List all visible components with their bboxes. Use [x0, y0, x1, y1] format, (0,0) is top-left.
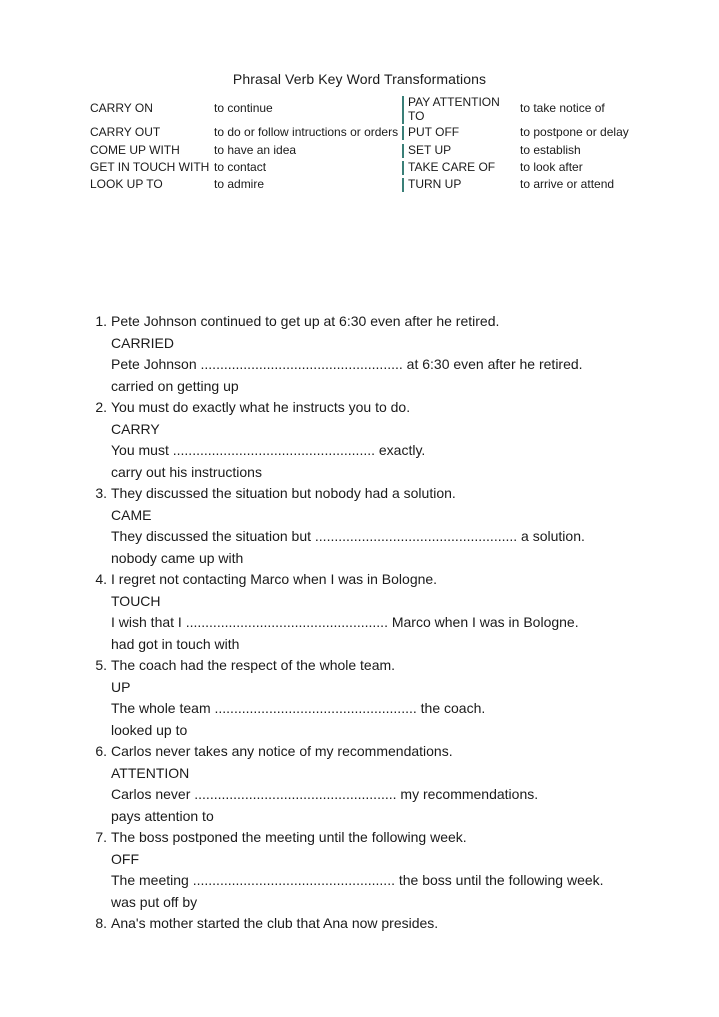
exercise-sentence: You must do exactly what he instructs you to do. — [111, 399, 411, 415]
exercise-keyword: CARRIED — [111, 334, 175, 351]
table-left-verb-1: CARRY ON — [90, 101, 153, 115]
exercise-gapped-sentence: Carlos never .................................................... my recommendations. — [111, 786, 539, 802]
table-left-meaning-1: to continue — [214, 101, 273, 115]
phrasal-verb-table — [0, 0, 719, 200]
table-right-verb-2: PUT OFF — [408, 125, 460, 139]
exercise-keyword: ATTENTION — [111, 764, 190, 781]
table-right-meaning-5: to arrive or attend — [520, 177, 615, 191]
table-right-verb-4: TAKE CARE OF — [408, 160, 496, 174]
exercise-gapped-sentence: The whole team .................................................... the coach. — [111, 700, 486, 716]
exercise-gapped-sentence: You must .................................................... exactly. — [111, 442, 426, 458]
table-right-verb-3: SET UP — [408, 143, 452, 157]
table-left-verb-3: COME UP WITH — [90, 143, 180, 157]
table-left-meaning-2: to do or follow intructions or orders — [214, 125, 399, 139]
exercise-sentence: The boss postponed the meeting until the following week. — [111, 829, 467, 845]
exercise-answer: nobody came up with — [111, 549, 244, 566]
exercise-answer: carry out his instructions — [111, 463, 262, 480]
table-right-meaning-1: to take notice of — [520, 101, 605, 115]
exercise-number: 5. — [95, 657, 107, 673]
exercise-list — [89, 311, 689, 935]
exercise-sentence: Carlos never takes any notice of my recommendations. — [111, 743, 453, 759]
page-title: Phrasal Verb Key Word Transformations — [232, 71, 487, 87]
exercise-keyword: UP — [111, 678, 131, 695]
exercise-answer: pays attention to — [111, 807, 214, 824]
exercise-answer: looked up to — [111, 721, 188, 738]
table-divider-4 — [402, 161, 404, 175]
exercise-item — [89, 311, 689, 397]
exercise-gapped-sentence: I wish that I .................................................... Marco when I was in Bologne. — [111, 614, 579, 630]
exercise-sentence: Ana's mother started the club that Ana now presides. — [111, 915, 439, 931]
table-left-meaning-4: to contact — [214, 160, 267, 174]
exercise-sentence: They discussed the situation but nobody had a solution. — [111, 485, 456, 501]
table-right-meaning-4: to look after — [520, 160, 583, 174]
exercise-item — [89, 741, 689, 827]
table-right-meaning-2: to postpone or delay — [520, 125, 629, 139]
table-left-verb-4: GET IN TOUCH WITH — [90, 160, 210, 174]
table-divider-5 — [402, 178, 404, 192]
exercise-answer: carried on getting up — [111, 377, 239, 394]
exercise-item — [89, 655, 689, 741]
exercise-item — [89, 397, 689, 483]
table-divider-3 — [402, 144, 404, 158]
table-left-verb-2: CARRY OUT — [90, 125, 161, 139]
table-left-meaning-3: to have an idea — [214, 143, 297, 157]
exercise-keyword: CARRY — [111, 420, 160, 437]
exercise-number: 3. — [95, 485, 107, 501]
table-left-verb-5: LOOK UP TO — [90, 177, 163, 191]
table-right-meaning-3: to establish — [520, 143, 581, 157]
exercise-keyword: OFF — [111, 850, 139, 867]
exercise-answer: had got in touch with — [111, 635, 240, 652]
exercise-number: 8. — [95, 915, 107, 931]
exercise-number: 7. — [95, 829, 107, 845]
exercise-answer: was put off by — [111, 893, 198, 910]
exercise-item — [89, 827, 689, 913]
table-left-meaning-5: to admire — [214, 177, 265, 191]
exercise-number: 2. — [95, 399, 107, 415]
table-divider-2 — [402, 126, 404, 140]
exercise-sentence: Pete Johnson continued to get up at 6:30 even after he retired. — [111, 313, 500, 329]
exercise-number: 6. — [95, 743, 107, 759]
exercise-item — [89, 569, 689, 655]
exercise-item — [89, 913, 689, 935]
exercise-keyword: TOUCH — [111, 592, 161, 609]
exercise-sentence: The coach had the respect of the whole team. — [111, 657, 396, 673]
exercise-gapped-sentence: They discussed the situation but .................................................... a solution. — [111, 528, 585, 544]
exercise-sentence: I regret not contacting Marco when I was in Bologne. — [111, 571, 438, 587]
exercise-number: 1. — [95, 313, 107, 329]
exercise-keyword: CAME — [111, 506, 152, 523]
exercise-gapped-sentence: Pete Johnson .................................................... at 6:30 even after he retired. — [111, 356, 583, 372]
table-right-verb-1-line2: TO — [408, 109, 425, 123]
exercise-number: 4. — [95, 571, 107, 587]
table-right-verb-5: TURN UP — [408, 177, 462, 191]
table-right-verb-1-line1: PAY ATTENTION — [408, 95, 500, 109]
exercise-item — [89, 483, 689, 569]
table-divider-1 — [402, 96, 404, 124]
exercise-gapped-sentence: The meeting .................................................... the boss until the following week. — [111, 872, 604, 888]
